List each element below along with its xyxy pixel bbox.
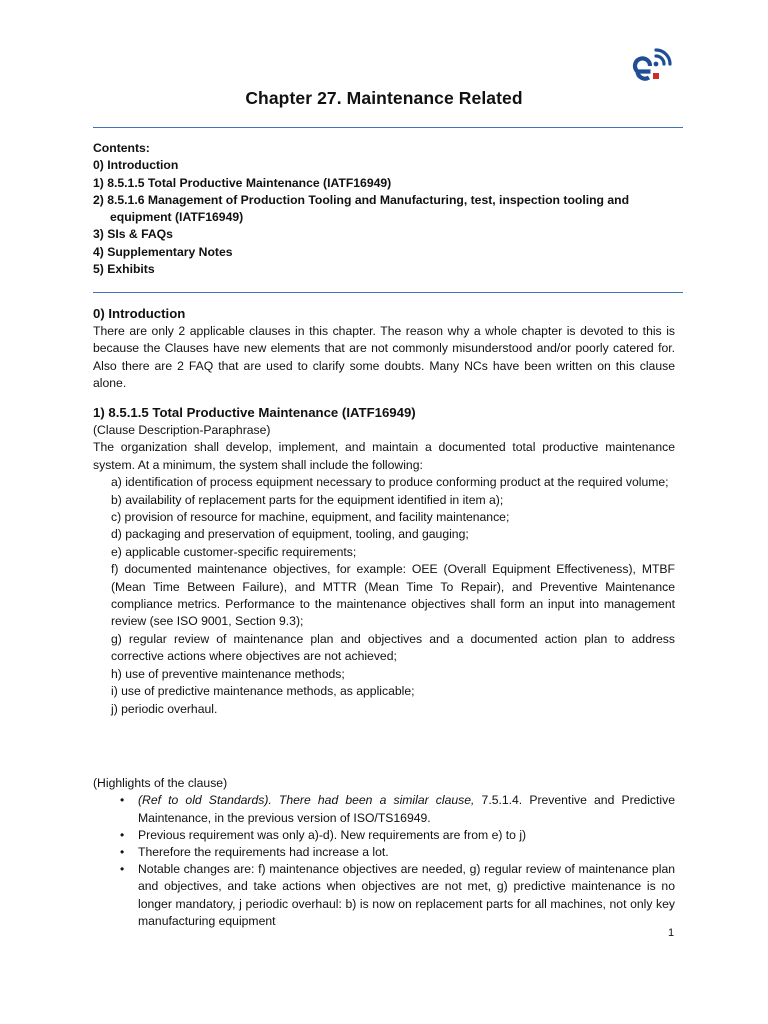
paragraph: (Clause Description-Paraphrase)	[93, 423, 271, 437]
contents-item: 5) Exhibits	[93, 262, 155, 277]
introduction-section	[93, 304, 675, 393]
highlights-section	[93, 775, 675, 930]
text: 7.5.1.4. Preventive and Predictive Maintenance, in the previous version of ISO/TS16949.	[138, 793, 675, 825]
highlights-list	[93, 792, 675, 930]
page-title: Chapter 27. Maintenance Related	[245, 88, 523, 108]
italic-text: (Ref to old Standards). There had been a similar clause,	[138, 793, 475, 808]
list-item: c) provision of resource for machine, equipment, and facility maintenance;	[111, 510, 510, 525]
list-item: e) applicable customer-specific requirements;	[111, 544, 357, 559]
bullet-icon: •	[120, 827, 125, 842]
list-item: g) regular review of maintenance plan and objectives and a documented action plan to address corrective actions where objectives are not achieved;	[111, 631, 675, 664]
list-item: i) use of predictive maintenance methods, as applicable;	[111, 684, 415, 699]
page-number: 1	[668, 927, 675, 939]
contents-item: 2) 8.5.1.6 Management of Production Tooling and Manufacturing, test, inspection tooling and equipment (IATF16949)	[93, 192, 630, 225]
list-item: a) identification of process equipment necessary to produce conforming product at the required volume;	[111, 475, 669, 490]
list-item: h) use of preventive maintenance methods;	[111, 666, 345, 681]
list-item: d) packaging and preservation of equipment, tooling, and gauging;	[111, 527, 469, 542]
section-heading: 1) 8.5.1.5 Total Productive Maintenance (IATF16949)	[93, 405, 416, 420]
list-item	[93, 861, 675, 930]
contents-divider	[93, 292, 683, 293]
contents-item: 3) SIs & FAQs	[93, 227, 173, 242]
broadcast-e-logo-icon	[632, 44, 674, 86]
paragraph: The organization shall develop, implement, and maintain a documented total productive maintenance system. At a minimum, the system shall include the following:	[93, 440, 675, 472]
requirement-list	[93, 474, 675, 718]
paragraph: (Highlights of the clause)	[93, 776, 228, 790]
bullet-icon: •	[120, 793, 125, 808]
list-item	[93, 827, 675, 844]
list-item: b) availability of replacement parts for the equipment identified in item a);	[111, 492, 504, 507]
contents-heading: Contents:	[93, 141, 150, 155]
text: Previous requirement was only a)-d). New requirements are from e) to j)	[138, 827, 527, 842]
text: Notable changes are: f) maintenance objectives are needed, g) regular review of maintenance plan and objectives, and take actions when objectives are not met, g) predictive maintenance is no longer mandatory, j periodic overhaul: b) is now on replacement parts for all machines, not only key manufacturing equipment	[138, 862, 675, 928]
title-divider	[93, 127, 683, 128]
section-heading: 0) Introduction	[93, 306, 186, 321]
list-item: j) periodic overhaul.	[111, 701, 218, 716]
clause-section	[93, 403, 675, 718]
contents-item: 1) 8.5.1.5 Total Productive Maintenance (IATF16949)	[93, 175, 392, 190]
text: Therefore the requirements had increase a lot.	[138, 845, 389, 860]
bullet-icon: •	[120, 862, 125, 877]
contents-item: 4) Supplementary Notes	[93, 244, 233, 259]
list-item	[93, 792, 675, 826]
table-of-contents	[93, 140, 683, 278]
paragraph: There are only 2 applicable clauses in this chapter. The reason why a whole chapter is devoted to this is because the Clauses have new elements that are not commonly misunderstood and/or poorly catered for. Also there are 2 FAQ that are used to clarify some doubts. Many NCs have been written on this clause alone.	[93, 324, 675, 391]
list-item	[93, 844, 675, 861]
contents-item: 0) Introduction	[93, 158, 179, 173]
list-item: f) documented maintenance objectives, for example: OEE (Overall Equipment Effectiveness), MTBF (Mean Time Between Failure), and MTTR (Mean Time To Repair), and Preventive Maintenance compliance metrics. Performance to the maintenance objectives shall form an input into management review (see ISO 9001, Section 9.3);	[111, 562, 675, 629]
bullet-icon: •	[120, 845, 125, 860]
